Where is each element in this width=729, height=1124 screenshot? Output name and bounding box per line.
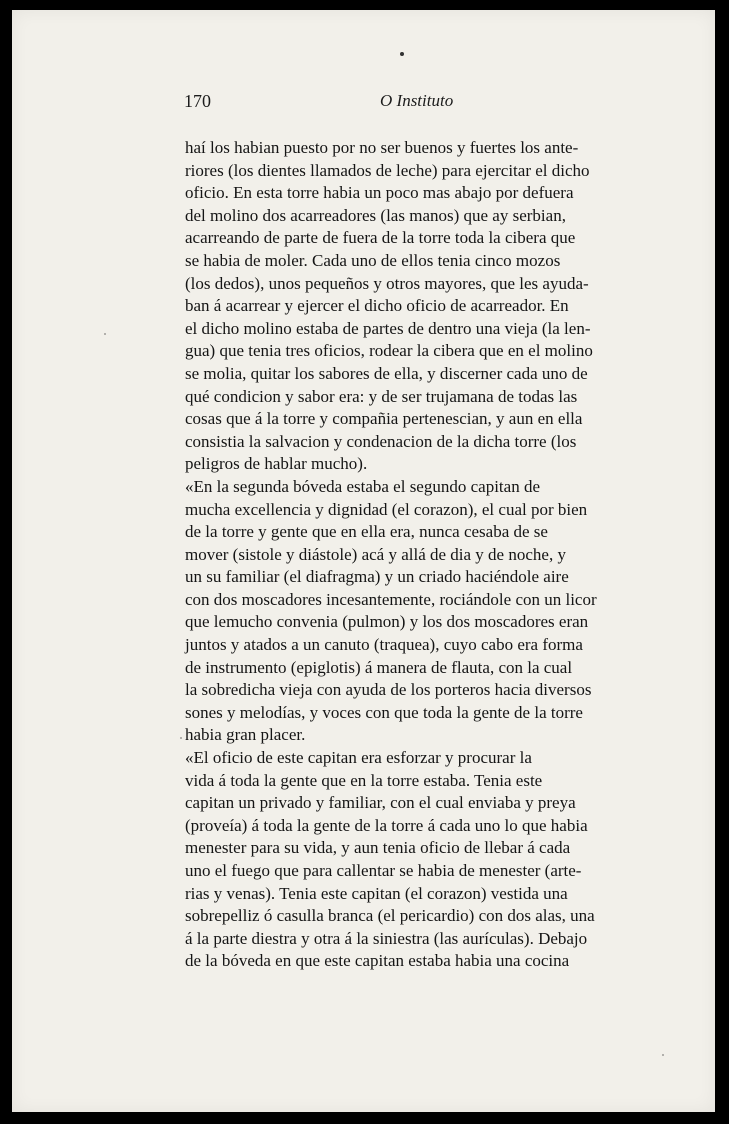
- running-header: [172, 86, 627, 110]
- page-speck: [180, 737, 182, 739]
- page-number: 170: [184, 91, 211, 111]
- ink-mark: [400, 52, 404, 56]
- paragraph-3: «El oficio de este capitan era esforzar y procurar la vida á toda la gente que en la torre estaba. Tenia este capitan un privado y familiar, con el cual enviaba y preya (proveía) á toda la gente de la torre á cada uno lo que habia menester para su vida, y aun tenia oficio de llebar á cada uno el fuego que para callentar se habia de menester (arte- rias y venas). Tenia este capitan (el corazon) vestida una sobrepelliz ó casulla branca (el pericardio) con dos alas, una á la parte diestra y otra á la siniestra (las aurículas). Debajo de la bóveda en que este capitan estaba habia una cocina: [185, 748, 595, 971]
- paragraph-1: haí los habian puesto por no ser buenos y fuertes los ante- riores (los dientes llamados de leche) para ejercitar el dicho oficio. En esta torre habia un poco mas abajo por defuera del molino dos acarreadores (las manos) que ay serbian, acarreando de parte de fuera de la torre toda la cibera que se habia de moler. Cada uno de ellos tenia cinco mozos (los dedos), unos pequeños y otros mayores, que les ayuda- ban á acarrear y ejercer el dicho oficio de acarreador. En el dicho molino estaba de partes de dentro una vieja (la len- gua) que tenia tres oficios, rodear la cibera que en el molino se molia, quitar los sabores de ella, y discerner cada uno de qué condicion y sabor era: y de ser trujamana de todas las cosas que á la torre y compañia pertenescian, y aun en ella consistia la salvacion y condenacion de la dicha torre (los peligros de hablar mucho).: [185, 138, 593, 474]
- page-speck: [662, 1054, 664, 1056]
- paragraph-2: «En la segunda bóveda estaba el segundo capitan de mucha excellencia y dignidad (el corazon), el cual por bien de la torre y gente que en ella era, nunca cesaba de se mover (sistole y diástole) acá y allá de dia y de noche, y un su familiar (el diafragma) y un criado haciéndole aire con dos moscadores incesantemente, rociándole con un licor que lemucho convenia (pulmon) y los dos moscadores eran juntos y atados a un canuto (traquea), cuyo cabo era forma de instrumento (epiglotis) á manera de flauta, con la cual la sobredicha vieja con ayuda de los porteros hacia diversos sones y melodías, y voces con que toda la gente de la torre habia gran placer.: [185, 476, 597, 745]
- body-text: [185, 137, 655, 973]
- book-page: [12, 10, 715, 1112]
- running-title: O Instituto: [380, 91, 454, 110]
- page-speck: [104, 333, 106, 335]
